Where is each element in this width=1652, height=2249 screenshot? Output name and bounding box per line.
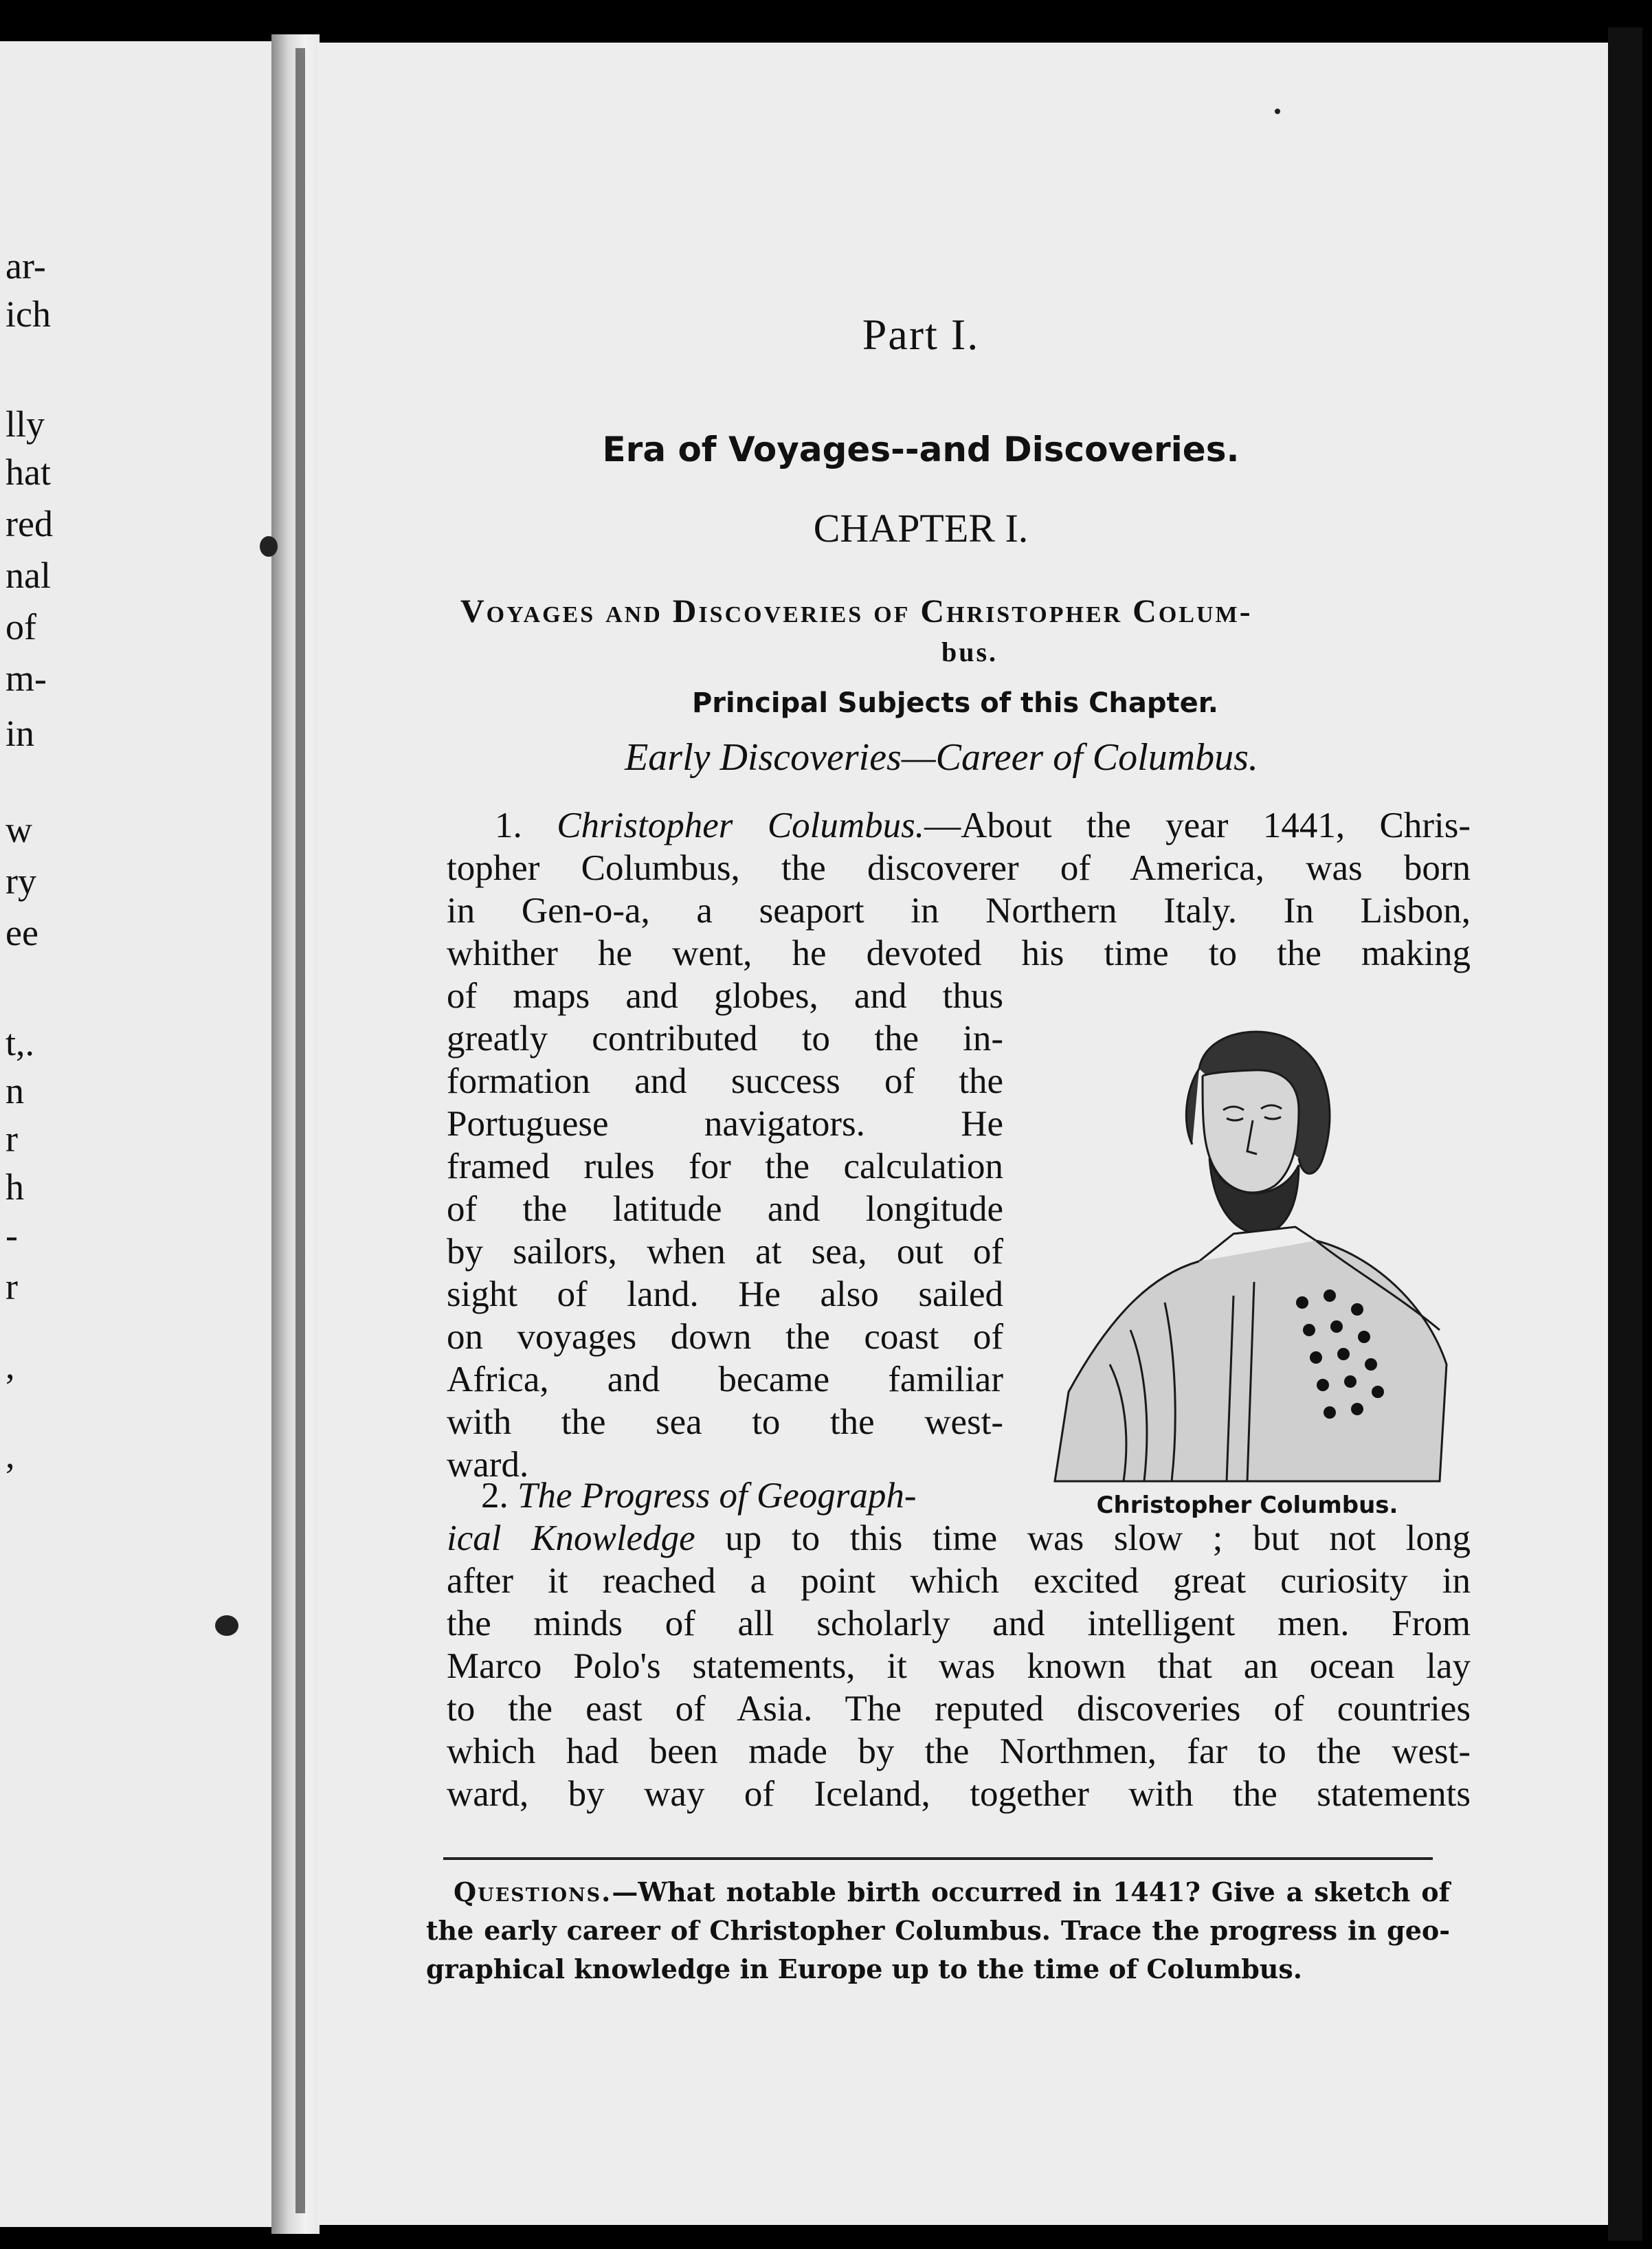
paragraph-2-second-line xyxy=(447,1517,1471,1560)
previous-page-fragment: in xyxy=(5,713,35,754)
text-line: framed rules for the calculation xyxy=(447,1146,1003,1186)
paragraph-2-first xyxy=(447,1474,1010,1517)
text-line: topher Columbus, the discoverer of America, was born xyxy=(447,848,1471,888)
previous-page-fragment: red xyxy=(5,503,53,544)
previous-page-fragment: ar- xyxy=(5,245,46,287)
text-line: formation and success of the xyxy=(447,1061,1003,1101)
text-line: whither he went, he devoted his time to the making xyxy=(447,933,1471,973)
previous-page-fragment: , xyxy=(5,1434,15,1476)
text-line: to the east of Asia. The reputed discoveries of countries xyxy=(447,1689,1471,1729)
previous-page-fragment: ee xyxy=(5,912,38,953)
previous-page-fragment: lly xyxy=(5,403,45,445)
scan-speck xyxy=(1275,109,1280,114)
spine-shadow xyxy=(295,48,305,2213)
part-title: Part I. xyxy=(862,310,980,359)
previous-page-fragment: t,. xyxy=(5,1022,35,1063)
previous-page-fragment: nal xyxy=(5,555,51,596)
previous-page-fragment: n xyxy=(5,1070,24,1111)
text-line: Portuguese navigators. He xyxy=(447,1104,1003,1144)
previous-page-fragment: r xyxy=(5,1118,18,1160)
paragraph-number: 2. xyxy=(481,1476,509,1516)
paragraph-text: —About the year 1441, Chris- xyxy=(924,806,1471,845)
text-line: Africa, and became familiar xyxy=(447,1360,1003,1399)
text-line: sight of land. He also sailed xyxy=(447,1274,1003,1314)
paragraph-1-first-line xyxy=(447,804,1471,847)
text-line: greatly contributed to the in- xyxy=(447,1019,1003,1059)
text-line: the minds of all scholarly and intelligent men. From xyxy=(447,1604,1471,1643)
questions-text: —What notable birth occurred in 1441? Give a sketch of xyxy=(612,1876,1450,1907)
paragraph-heading: The Progress of Geograph- xyxy=(517,1476,917,1516)
previous-page-fragment: w xyxy=(5,809,32,850)
text-line: Marco Polo's statements, it was known that an ocean lay xyxy=(447,1646,1471,1686)
paragraph-text: up to this time was slow ; but not long xyxy=(695,1518,1471,1558)
previous-page-fragment: ry xyxy=(5,861,36,902)
questions-footnote xyxy=(426,1873,1450,1988)
text-line: ward, by way of Iceland, together with the statements xyxy=(447,1774,1471,1814)
previous-page-fragment: of xyxy=(5,606,36,647)
paragraph-2-first-line xyxy=(447,1474,1003,1517)
text-line: which had been made by the Northmen, far to the west- xyxy=(447,1731,1471,1771)
portrait-caption: Christopher Columbus. xyxy=(1096,1492,1398,1519)
era-heading: Era of Voyages--and Discoveries. xyxy=(602,430,1240,469)
previous-page-fragment: m- xyxy=(5,658,47,699)
previous-page-fragment: - xyxy=(5,1215,18,1256)
questions-line: graphical knowledge in Europe up to the time of Columbus. xyxy=(426,1953,1303,1984)
previous-page-fragment: , xyxy=(5,1345,15,1386)
previous-page-fragment: hat xyxy=(5,452,51,493)
chapter-number: CHAPTER I. xyxy=(813,506,1029,551)
scan-speck xyxy=(215,1615,238,1636)
text-line: with the sea to the west- xyxy=(447,1402,1003,1442)
paragraph-number: 1. xyxy=(495,806,522,845)
previous-page-fragment: h xyxy=(5,1166,24,1208)
chapter-title: Voyages and Discoveries of Christopher Colum- xyxy=(460,593,1253,630)
paragraph-1-top xyxy=(447,804,1477,975)
chapter-subjects: Early Discoveries—Career of Columbus. xyxy=(625,736,1258,779)
questions-first-line xyxy=(426,1873,1450,1912)
questions-label: Questions. xyxy=(454,1876,612,1907)
text-line: by sailors, when at sea, out of xyxy=(447,1232,1003,1272)
text-line: of the latitude and longitude xyxy=(447,1189,1003,1229)
text-line: on voyages down the coast of xyxy=(447,1317,1003,1357)
paragraph-heading: Christopher Columbus. xyxy=(557,806,925,845)
chapter-title-continuation: bus. xyxy=(941,636,998,667)
columbus-portrait xyxy=(1027,1007,1467,1502)
paragraph-heading-continuation: ical Knowledge xyxy=(447,1518,695,1558)
scan-speck xyxy=(260,536,278,557)
previous-page-fragment: r xyxy=(5,1266,18,1307)
footnote-rule xyxy=(443,1857,1433,1860)
text-line: ward. xyxy=(447,1445,529,1485)
text-line: after it reached a point which excited great curiosity in xyxy=(447,1561,1471,1601)
previous-page-fragment: ich xyxy=(5,293,51,335)
previous-page xyxy=(0,41,271,2227)
text-line: of maps and globes, and thus xyxy=(447,976,1003,1016)
questions-line: the early career of Christopher Columbus. Trace the progress in geo- xyxy=(426,1915,1450,1946)
page-edge xyxy=(1608,27,1642,2241)
text-line: in Gen-o-a, a seaport in Northern Italy. In Lisbon, xyxy=(447,891,1471,931)
paragraph-2-body xyxy=(447,1517,1477,1815)
subjects-heading: Principal Subjects of this Chapter. xyxy=(691,687,1218,719)
